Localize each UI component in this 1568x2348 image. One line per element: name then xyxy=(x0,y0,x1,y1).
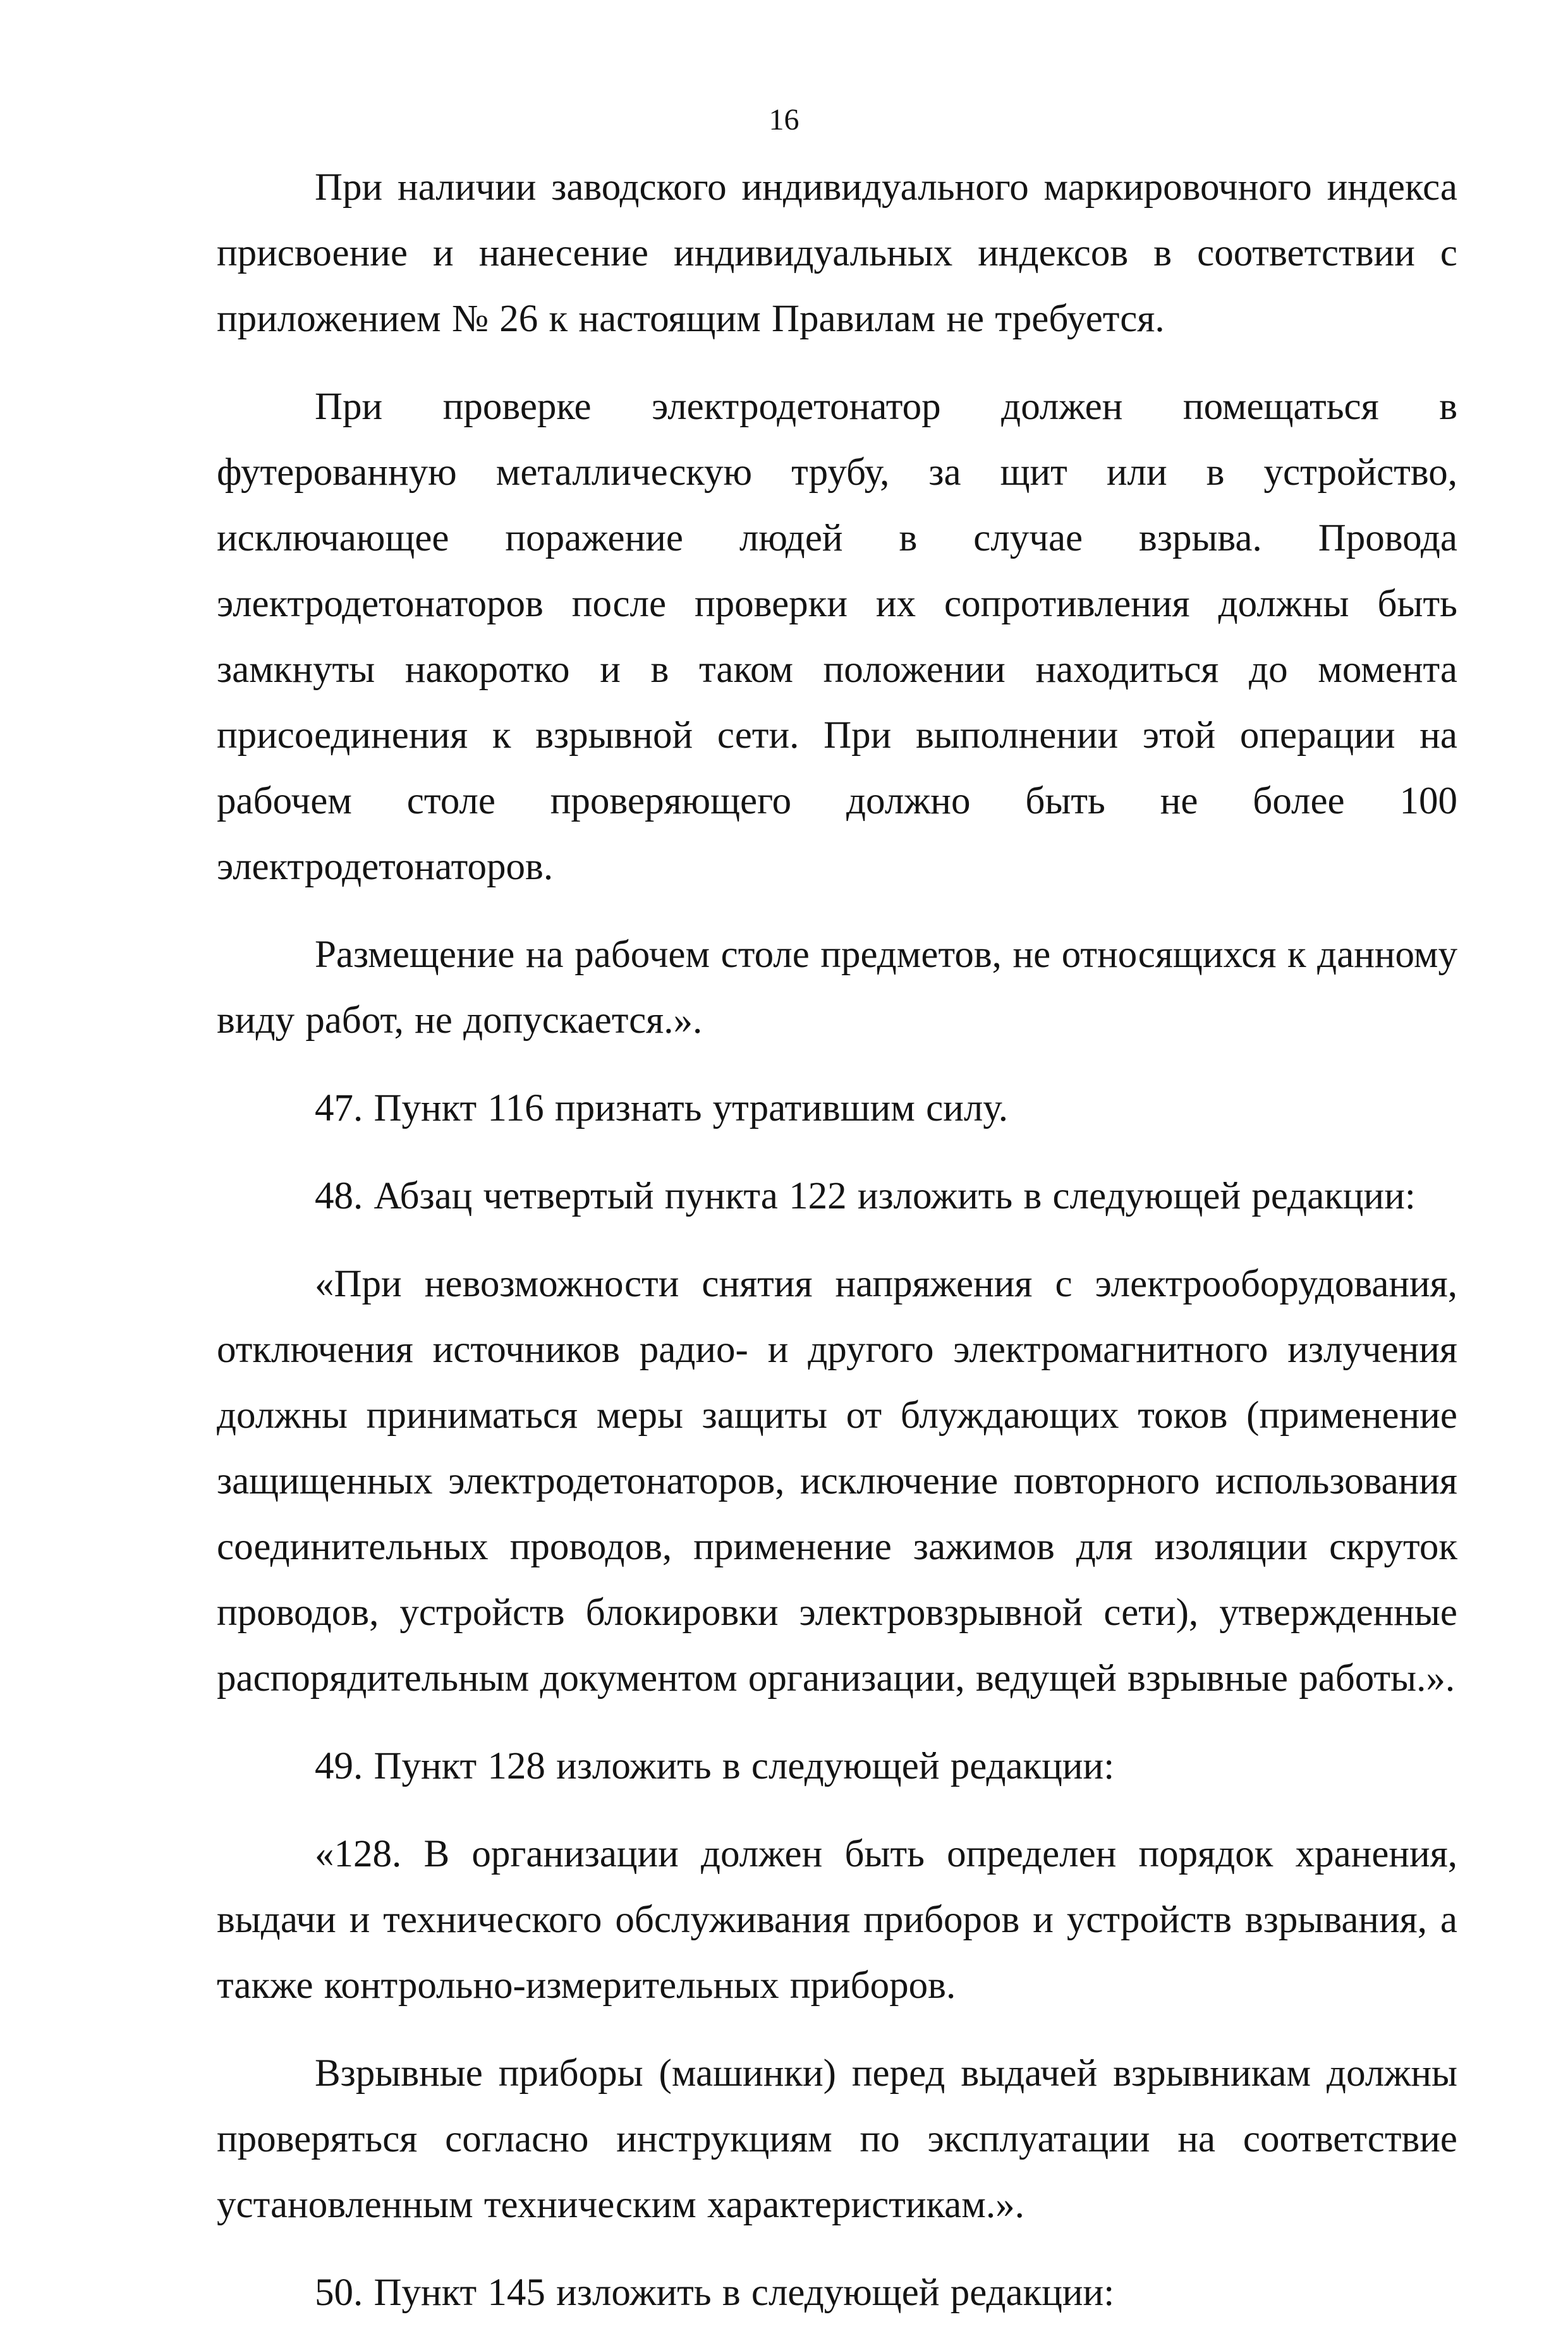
paragraph-item-47: 47. Пункт 116 признать утратившим силу. xyxy=(315,1087,1008,1129)
paragraph-item-49: 49. Пункт 128 изложить в следующей редакции: xyxy=(315,1745,1115,1787)
paragraph-stray-currents: «При невозможности снятия напряжения с электрооборудования, отключения источников радио- и другого электромагнитного излучения должны приниматься меры защиты от блуждающих токов (применение защищенных электродетонаторов, исключение повторного использования соединительных проводов, применение зажимов для изоляции скруток проводов, устройств блокировки электровзрывной сети), утвержденные распорядительным документом организации, ведущей взрывные работы.». xyxy=(217,1263,1457,1700)
paragraph-blasting-devices: Взрывные приборы (машинки) перед выдачей взрывникам должны проверяться согласно инструкциям по эксплуатации на соответствие установленным техническим характеристикам.». xyxy=(217,2052,1457,2226)
paragraph-item-128: «128. В организации должен быть определен порядок хранения, выдачи и технического обслуживания приборов и устройств взрывания, а также контрольно-измерительных приборов. xyxy=(217,1833,1457,2007)
paragraph-workbench-items: Размещение на рабочем столе предметов, не относящихся к данному виду работ, не допускается.». xyxy=(217,934,1457,1042)
paragraph-item-50: 50. Пункт 145 изложить в следующей редакции: xyxy=(315,2272,1115,2314)
page-number: 16 xyxy=(769,103,799,137)
paragraph-marking-index: При наличии заводского индивидуального маркировочного индекса присвоение и нанесение индивидуальных индексов в соответствии с приложением № 26 к настоящим Правилам не требуется. xyxy=(217,166,1457,340)
paragraph-detonator-check: При проверке электродетонатор должен помещаться в футерованную металлическую трубу, за щит или в устройство, исключающее поражение людей в случае взрыва. Провода электродетонаторов после проверки их сопротивления должны быть замкнуты накоротко и в таком положении находиться до момента присоединения к взрывной сети. При выполнении этой операции на рабочем столе проверяющего должно быть не более 100 электродетонаторов. xyxy=(217,386,1457,888)
paragraph-item-48: 48. Абзац четвертый пункта 122 изложить в следующей редакции: xyxy=(315,1175,1416,1217)
document-body xyxy=(217,155,1457,2348)
